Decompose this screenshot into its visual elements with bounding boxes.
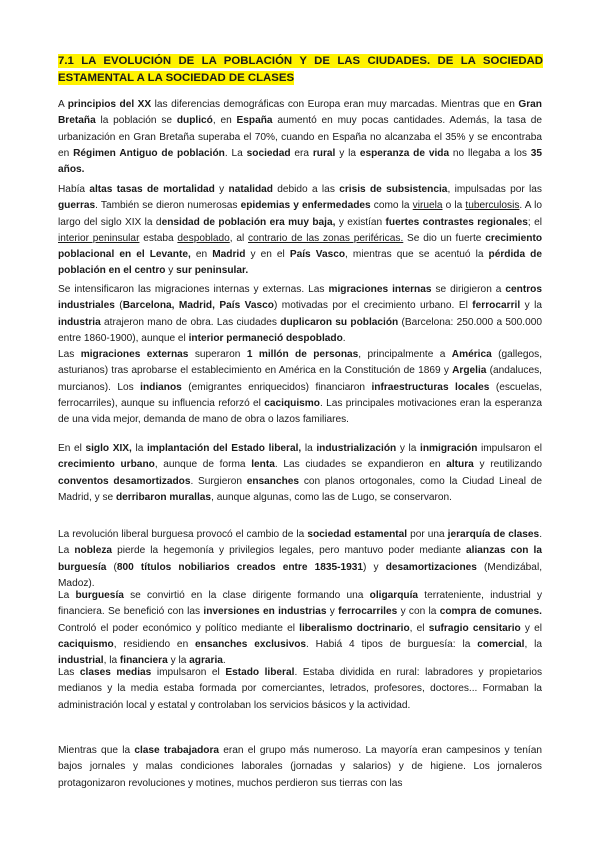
text-run: La	[58, 590, 76, 601]
bold-text: pérdida de población en el centro	[58, 249, 542, 277]
text-run: . Las ciudades se expandieron en	[274, 459, 447, 471]
text-run: y la	[167, 655, 190, 667]
text-run: estaba	[139, 232, 178, 244]
text-run: eran el grupo más numeroso. La mayoría eran campesinos y tenían bajos jornales y malas condiciones laborales (jornadas y salarios) y de higiene. Los jornaleros protagonizaron revoluciones y motines, muchos perdieron sus tierras con las	[58, 745, 542, 789]
text-run: y la	[520, 300, 543, 312]
bold-text: compra de comunes.	[439, 606, 542, 618]
bold-text: sur peninsular.	[176, 265, 249, 277]
bold-text: sociedad	[246, 147, 291, 159]
text-run: la	[301, 443, 317, 454]
text-run: , mientras que se acentuó la	[345, 249, 489, 261]
text-run: y con la	[397, 606, 440, 618]
text-run: con planos ortogonales, como la Ciudad Lineal de Madrid, y se	[58, 475, 542, 503]
paragraph-urban-growth	[58, 441, 542, 506]
bold-text: implantación del Estado liberal,	[146, 443, 302, 454]
bold-text: 35 años.	[58, 147, 543, 176]
text-run: Las	[58, 667, 80, 678]
paragraph-migrations	[58, 282, 542, 429]
text-run: En el	[58, 443, 86, 454]
underlined-text: contrario de las zonas periféricas.	[248, 232, 404, 244]
bold-text: lenta	[251, 459, 275, 471]
bold-text: Gran Bretaña	[58, 99, 542, 127]
text-run: (	[114, 300, 123, 312]
bold-text: duplicó	[176, 115, 213, 127]
bold-text: desamortizaciones	[385, 561, 477, 573]
bold-text: natalidad	[228, 184, 273, 195]
bold-text: 1 millón de personas	[246, 349, 359, 361]
text-run: ) motivadas por el crecimiento urbano. El	[273, 300, 473, 312]
bold-text: derribaron murallas	[115, 491, 212, 503]
bold-text: clases medias	[79, 667, 152, 678]
bold-text: Barcelona, Madrid, País Vasco	[122, 300, 274, 312]
text-run: . A lo largo del siglo XIX la d	[58, 200, 542, 228]
bold-text: inmigración	[420, 443, 478, 454]
bold-text: ensidad de población era muy baja,	[161, 216, 336, 228]
bold-text: Argelia	[452, 365, 487, 377]
text-run: impulsaron el	[151, 667, 226, 678]
text-run: (escuelas, ferrocarriles), aunque su influencia reforzó el	[58, 381, 543, 410]
paragraph-bourgeoisie	[58, 588, 542, 669]
bold-text: principios del XX	[67, 99, 152, 110]
text-run: Las	[58, 349, 81, 361]
text-run: Controló el poder económico y político mediante el	[58, 622, 300, 634]
underlined-text: interior peninsular	[58, 232, 140, 244]
text-run: , residiendo en	[113, 638, 196, 650]
bold-text: fuertes contrastes regionales	[385, 216, 528, 228]
bold-text: nobleza	[74, 545, 113, 557]
bold-text: jerarquía de clases	[447, 529, 540, 540]
bold-text: migraciones externas	[80, 349, 189, 361]
bold-text: infraestructuras locales	[371, 381, 490, 393]
bold-text: centros industriales	[58, 284, 542, 312]
text-run: por una	[407, 529, 448, 540]
text-run: y en el	[245, 249, 290, 261]
bold-text: caciquismo	[264, 398, 320, 410]
text-run: . Surgieron	[190, 475, 247, 487]
text-run: . Las principales motivaciones eran la esperanza de una vida mejor, demanda de mano de obra o lazos familiares.	[58, 398, 542, 426]
text-run: se dirigieron a	[431, 284, 506, 295]
text-run: . También se dieron numerosas	[95, 200, 241, 212]
bold-text: indianos	[140, 381, 182, 393]
bold-text: guerras	[58, 200, 96, 212]
text-run: , aunque de forma	[154, 459, 252, 471]
bold-text: altas tasas de mortalidad	[89, 184, 215, 195]
bold-text: Régimen Antiguo de población	[73, 147, 225, 159]
text-run: , la	[524, 638, 543, 650]
paragraph-working-class	[58, 743, 542, 792]
bold-text: País Vasco	[289, 249, 346, 261]
text-run: , principalmente a	[358, 349, 452, 361]
bold-text: industrial	[58, 655, 104, 667]
text-run: las diferencias demográficas con Europa eran muy marcadas. Mientras que en	[151, 99, 519, 110]
text-run: y la	[335, 147, 360, 159]
bold-text: Madrid	[212, 249, 246, 261]
bold-text: caciquismo	[58, 638, 114, 650]
text-run: o la	[442, 200, 466, 212]
text-run: (andaluces, murcianos). Los	[58, 365, 542, 393]
bold-text: ensanches exclusivos	[195, 638, 307, 650]
underlined-text: despoblado	[177, 232, 230, 244]
bold-text: conventos desamortizados	[58, 475, 191, 487]
text-run: .	[342, 332, 346, 344]
text-run: La revolución liberal burguesa provocó el cambio de la	[58, 529, 308, 540]
text-run: . La	[58, 529, 543, 557]
bold-text: ferrocarriles	[338, 606, 398, 618]
text-run: Había	[58, 184, 90, 195]
bold-text: comercial	[477, 638, 525, 650]
text-run: .	[222, 655, 226, 667]
text-run: , el	[409, 622, 429, 634]
text-run: pierde la hegemonía y privilegios legales, pero mantuvo poder mediante	[112, 545, 467, 557]
text-run: y	[214, 184, 229, 195]
bold-text: interior permaneció despoblado	[188, 332, 343, 344]
bold-text: inversiones en industrias	[203, 606, 327, 618]
bold-text: ferrocarril	[472, 300, 521, 312]
text-run: la	[131, 443, 147, 454]
text-run: . Habiá 4 tipos de burguesía: la	[306, 638, 478, 650]
text-run: ) y	[363, 561, 386, 573]
text-run: (	[106, 561, 117, 573]
bold-text: oligarquía	[369, 590, 419, 601]
bold-text: rural	[312, 147, 336, 159]
text-run: , al	[229, 232, 249, 244]
bold-text: España	[236, 115, 273, 127]
text-run: en	[190, 249, 213, 261]
bold-text: 800 títulos nobiliarios creados entre 1835-1931	[116, 561, 364, 573]
section-title	[58, 53, 543, 87]
text-run: Mientras que la	[58, 745, 135, 756]
bold-text: financiera	[119, 655, 168, 667]
text-run: (Barcelona: 250.000 a 500.000 entre 1860-1900), aunque el	[58, 316, 542, 344]
text-run: superaron	[188, 349, 247, 361]
text-run: Se dio un fuerte	[403, 232, 486, 244]
text-run: , la	[103, 655, 120, 667]
bold-text: industria	[58, 316, 101, 328]
bold-text: alianzas con la burguesía	[58, 545, 542, 573]
bold-text: crisis de subsistencia	[339, 184, 448, 195]
text-run: terrateniente, industrial y financiera. Se benefició con las	[58, 590, 543, 618]
bold-text: esperanza de vida	[359, 147, 450, 159]
bold-text: América	[451, 349, 492, 361]
text-run: . La	[224, 147, 247, 159]
paragraph-class-society	[58, 527, 542, 592]
text-run: y la	[396, 443, 420, 454]
bold-text: burguesía	[75, 590, 124, 601]
text-run: impulsaron el	[477, 443, 543, 454]
text-run: y reutilizando	[473, 459, 542, 471]
bold-text: sufragio censitario	[428, 622, 521, 634]
text-run: debido a las	[272, 184, 340, 195]
bold-text: epidemias y enfermedades	[240, 200, 371, 212]
paragraph-demographics	[58, 97, 542, 178]
bold-text: ensanches	[246, 475, 300, 487]
text-run: (Mendizábal, Madoz).	[58, 561, 543, 589]
text-run: aumentó en muy pocas cantidades. Además, la tasa de urbanización en Gran Bretaña superaba el 70%, cuando en España no alcanzaba el 35% y se encontraba en	[58, 115, 543, 159]
bold-text: sociedad estamental	[307, 529, 408, 540]
text-run: (gallegos, asturianos) tras aprobarse el establecimiento en América en la Constitución de 1869 y	[58, 349, 543, 377]
text-run: A	[58, 99, 68, 110]
bold-text: siglo XIX,	[85, 443, 132, 454]
bold-text: crecimiento poblacional en el Levante,	[58, 232, 543, 261]
bold-text: altura	[446, 459, 474, 471]
paragraph-mortality	[58, 182, 542, 280]
text-run: . Estaba dividida en rural: labradores y propietarios medianos y la media estaba formada por comerciantes, letrados, profesores, doctores... Formaban la administración local y estatal y controlaban los servicios básicos y la actividad.	[58, 667, 543, 711]
text-run: y	[326, 606, 339, 618]
text-run: (emigrantes enriquecidos) financiaron	[181, 381, 372, 393]
bold-text: agraria	[189, 655, 223, 667]
text-run: era	[290, 147, 313, 159]
text-run: se convirtió en la clase dirigente formando una	[123, 590, 370, 601]
underlined-text: viruela	[412, 200, 443, 212]
text-run: y	[165, 265, 177, 277]
underlined-text: tuberculosis	[465, 200, 520, 212]
paragraph-middle-classes	[58, 665, 542, 714]
section-title-highlight: 7.1 LA EVOLUCIÓN DE LA POBLACIÓN Y DE LAS CIUDADES. DE LA SOCIEDAD ESTAMENTAL A LA SOCIEDAD DE CLASES	[58, 55, 543, 84]
bold-text: industrialización	[316, 443, 397, 454]
bold-text: duplicaron su población	[280, 316, 399, 328]
text-run: ; el	[527, 216, 542, 228]
text-run: la población se	[95, 115, 177, 127]
text-run: , aunque algunas, como las de Lugo, se conservaron.	[211, 491, 452, 503]
bold-text: migraciones internas	[328, 284, 432, 295]
bold-text: liberalismo doctrinario	[299, 622, 410, 634]
text-run: como la	[370, 200, 413, 212]
text-run: , impulsadas por las	[447, 184, 542, 195]
text-run: Se intensificaron las migraciones internas y externas. Las	[58, 284, 329, 295]
text-run: y existían	[335, 216, 386, 228]
text-run: y el	[520, 622, 543, 634]
bold-text: clase trabajadora	[134, 745, 220, 756]
text-run: no llegaba a los	[449, 147, 531, 159]
text-run: , en	[212, 115, 237, 127]
text-run: atrajeron mano de obra. Las ciudades	[100, 316, 281, 328]
bold-text: Estado liberal	[225, 667, 295, 678]
bold-text: crecimiento urbano	[58, 459, 155, 471]
